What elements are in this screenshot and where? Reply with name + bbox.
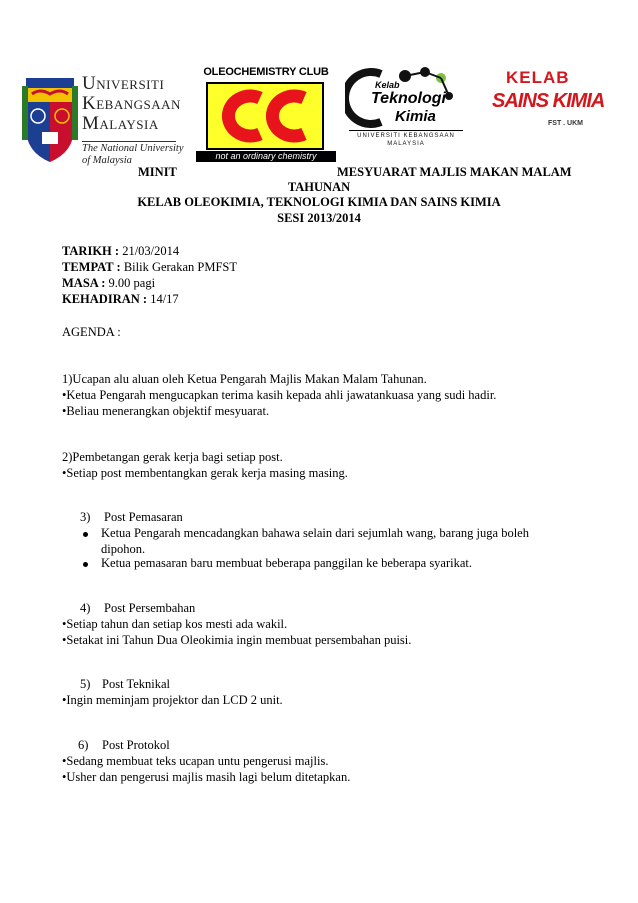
ukm-name-line: Malaysia [82,112,159,134]
ktk-country: MALAYSIA [387,141,425,147]
section-5-heading: Post Teknikal [102,677,170,691]
title-tahunan: TAHUNAN [287,180,351,194]
section-6-item: •Usher dan pengerusi majlis masih lagi belum ditetapkan. [62,770,351,784]
detail-value: Bilik Gerakan PMFST [120,260,238,274]
kelab-sains-kimia-logo [488,66,605,140]
section-4-heading: Post Persembahan [104,601,196,615]
oleochemistry-club-logo [196,66,336,162]
detail-value: 14/17 [147,292,179,306]
ktk-university-text [345,132,467,148]
detail-masa [62,276,155,291]
detail-label: MASA : [62,276,106,290]
ktk-logo-line2: Teknologi [371,90,446,107]
section-2-heading: 2)Pembetangan gerak kerja bagi setiap post. [62,450,283,464]
detail-label: KEHADIRAN : [62,292,148,306]
title-minit: MINIT [138,165,177,179]
section-2-item: •Setiap post membentangkan gerak kerja masing masing. [62,466,348,480]
ukm-english-line: The National University [82,143,184,154]
section-1-heading: 1)Ucapan alu aluan oleh Ketua Pengarah Majlis Makan Malam Tahunan. [62,372,427,386]
ukm-crest-logo [22,72,78,164]
ksk-logo-line1: KELAB [506,68,570,87]
section-6-item: •Sedang membuat teks ucapan untu pengerusi majlis. [62,754,329,768]
bullet-icon [83,562,88,567]
section-1-item: •Beliau menerangkan objektif mesyuarat. [62,404,270,418]
title-session: SESI 2013/2014 [277,211,361,225]
section-3-number: 3) [80,510,91,524]
detail-value: 9.00 pagi [105,276,156,290]
ktk-divider [349,130,463,131]
ktk-university: UNIVERSITI KEBANGSAAN [357,133,455,139]
detail-label: TEMPAT : [62,260,121,274]
detail-tempat [62,260,237,275]
oc-logo-box [206,82,324,150]
section-6-number: 6) [78,738,89,752]
section-3-item-continued: dipohon. [101,542,146,556]
section-6-heading: Post Protokol [102,738,170,752]
section-3-heading: Post Pemasaran [104,510,183,524]
ukm-english-name [82,143,184,166]
ukm-wordmark [82,74,182,134]
oc-logo-tagline: not an ordinary chemistry [196,151,336,162]
detail-tarikh [62,244,179,259]
kelab-teknologi-kimia-logo [345,66,467,146]
section-5-item: •Ingin meminjam projektor dan LCD 2 unit. [62,693,283,707]
ukm-divider [82,141,176,142]
detail-label: TARIKH : [62,244,120,258]
section-4-number: 4) [80,601,91,615]
ukm-name-line: Kebangsaan [82,92,181,114]
title-clubs: KELAB OLEOKIMIA, TEKNOLOGI KIMIA DAN SAINS KIMIA [137,195,501,209]
detail-value: 21/03/2014 [119,244,180,258]
section-3-item: Ketua pemasaran baru membuat beberapa panggilan ke beberapa syarikat. [101,556,473,570]
section-1-item: •Ketua Pengarah mengucapkan terima kasih kepada ahli jawatankuasa yang sudi hadir. [62,388,497,402]
ksk-logo-line2: SAINS KIMIA [492,90,605,112]
ktk-logo-line1: Kelab [375,80,400,90]
section-4-item: •Setakat ini Tahun Dua Oleokimia ingin membuat persembahan puisi. [62,633,412,647]
ukm-english-line: of Malaysia [82,154,132,166]
agenda-label: AGENDA : [62,325,121,339]
section-3-item: Ketua Pengarah mencadangkan bahawa selain dari sejumlah wang, barang juga boleh [101,526,529,540]
oc-logo-letters [208,84,209,85]
section-5-number: 5) [80,677,91,691]
bullet-icon [83,532,88,537]
ukm-name-line: Universiti [82,73,165,94]
ksk-logo-line3: FST . UKM [548,120,583,127]
section-4-item: •Setiap tahun dan setiap kos mesti ada wakil. [62,617,288,631]
oc-logo-title: OLEOCHEMISTRY CLUB [203,66,329,78]
title-mesyuarat: MESYUARAT MAJLIS MAKAN MALAM [337,165,572,179]
ktk-logo-line3: Kimia [395,108,436,125]
detail-kehadiran [62,292,179,307]
